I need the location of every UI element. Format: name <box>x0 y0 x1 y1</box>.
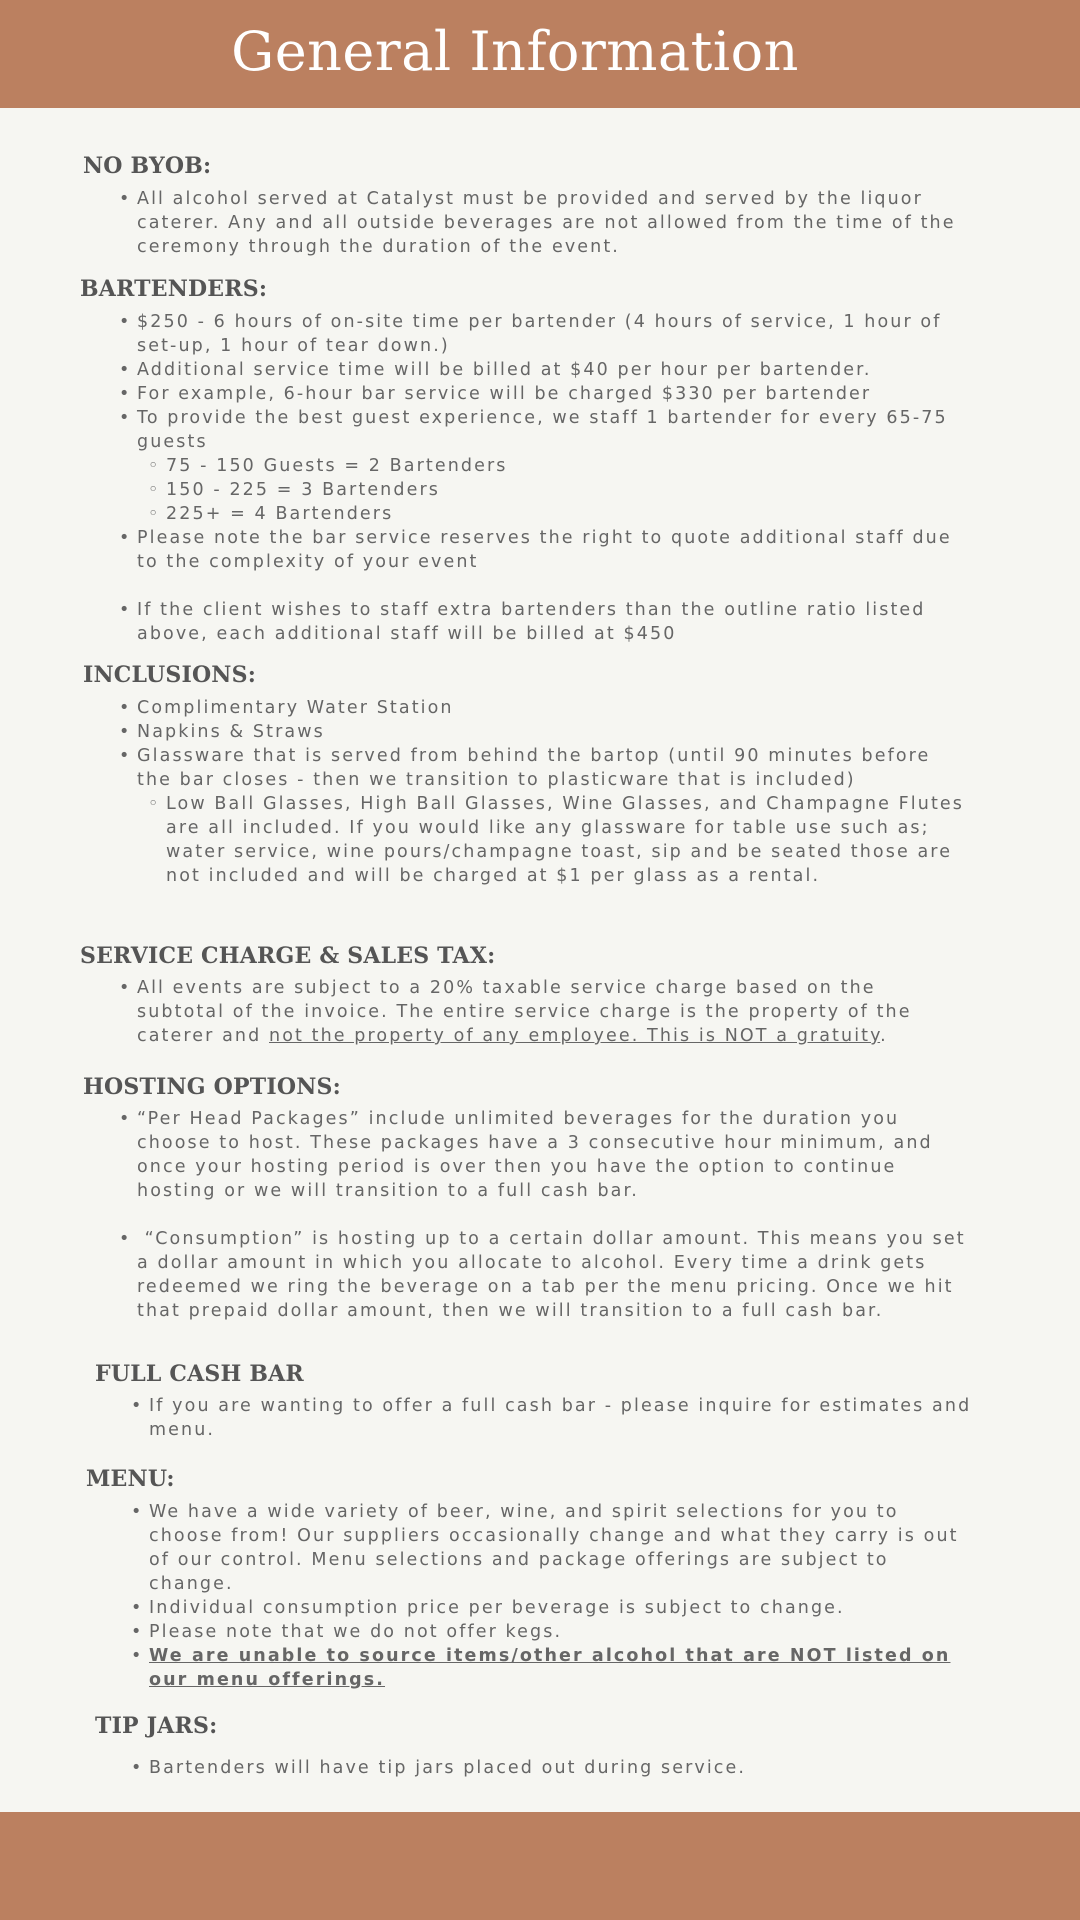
section-heading-byob: NO BYOB: <box>83 153 212 179</box>
list-item: • $250 - 6 hours of on-site time per bartender (4 hours of service, 1 hour of set-up, 1 hour of tear down.) <box>137 310 967 358</box>
list-item: • If you are wanting to offer a full cash bar - please inquire for estimates and menu. <box>149 1394 979 1442</box>
section-heading-menu: MENU: <box>86 1466 175 1492</box>
list-item <box>149 1644 979 1692</box>
section-heading-tip-jars: TIP JARS: <box>95 1713 218 1739</box>
tips-list <box>149 1756 979 1780</box>
list-item <box>137 976 967 1048</box>
list-item: • Additional service time will be billed at $40 per hour per bartender. <box>137 358 967 382</box>
page-title: General Information <box>231 20 799 83</box>
list-item: • If the client wishes to staff extra bartenders than the outline ratio listed above, each additional staff will be billed at $450 <box>137 598 967 646</box>
service-end: . <box>880 1026 888 1046</box>
list-item: • Bartenders will have tip jars placed out during service. <box>149 1756 979 1780</box>
section-heading-bartenders: BARTENDERS: <box>80 276 268 302</box>
list-item: • All alcohol served at Catalyst must be provided and served by the liquor caterer. Any and all outside beverages are not allowed from the time of the ceremony through the duration of the event. <box>137 187 967 259</box>
bartenders-list <box>137 310 967 646</box>
ratio-item: ◦ 75 - 150 Guests = 2 Bartenders <box>166 454 967 478</box>
list-item: • We have a wide variety of beer, wine, and spirit selections for you to choose from! Our suppliers occasionally change and what they carry is out of our control. Menu selections and package offerings are subject to change. <box>149 1500 979 1596</box>
ratio-item: ◦ 150 - 225 = 3 Bartenders <box>166 478 967 502</box>
menu-warning: We are unable to source items/other alcohol that are NOT listed on our menu offerings. <box>149 1646 951 1690</box>
list-item: • For example, 6-hour bar service will be charged $330 per bartender <box>137 382 967 406</box>
list-item: • Glassware that is served from behind the bartop (until 90 minutes before the bar closes - then we transition to plasticware that is included) <box>137 744 967 792</box>
gratuity-note: not the property of any employee. This is NOT a gratuity <box>269 1026 881 1046</box>
menu-list <box>149 1500 979 1692</box>
section-heading-inclusions: INCLUSIONS: <box>83 662 257 688</box>
list-item: • “Consumption” is hosting up to a certain dollar amount. This means you set a dollar amount in which you allocate to alcohol. Every time a drink gets redeemed we ring the beverage on a tab per the menu pricing. Once we hit that prepaid dollar amount, then we will transition to a full cash bar. <box>137 1227 967 1323</box>
service-text: All events are subject to a 20% taxable service charge based on the subtotal of the invoice. The entire service charge is the property of the caterer and <box>137 978 912 1046</box>
section-heading-cash-bar: FULL CASH BAR <box>95 1361 304 1387</box>
list-item: • Individual consumption price per beverage is subject to change. <box>149 1596 979 1620</box>
byob-list <box>137 187 967 259</box>
glassware-item: ◦ Low Ball Glasses, High Ball Glasses, Wine Glasses, and Champagne Flutes are all included. If you would like any glassware for table use such as; water service, wine pours/champagne toast, sip and be seated those are not included and will be charged at $1 per glass as a rental. <box>166 792 967 888</box>
list-item: • Complimentary Water Station <box>137 696 967 720</box>
list-item: • Napkins & Straws <box>137 720 967 744</box>
cashbar-list <box>149 1394 979 1442</box>
list-item: • To provide the best guest experience, we staff 1 bartender for every 65-75 guests <box>137 406 967 454</box>
hosting-list <box>137 1107 974 1323</box>
inclusions-list <box>137 696 967 888</box>
section-heading-hosting: HOSTING OPTIONS: <box>83 1074 341 1100</box>
list-item: • “Per Head Packages” include unlimited beverages for the duration you choose to host. These packages have a 3 consecutive hour minimum, and once your hosting period is over then you have the option to continue hosting or we will transition to a full cash bar. <box>137 1107 967 1203</box>
footer-band <box>0 1812 1080 1920</box>
section-heading-service-charge: SERVICE CHARGE & SALES TAX: <box>80 943 496 969</box>
service-list <box>137 976 967 1048</box>
header-band <box>0 0 1080 108</box>
list-item: • Please note the bar service reserves the right to quote additional staff due to the complexity of your event <box>137 526 967 574</box>
ratio-item: ◦ 225+ = 4 Bartenders <box>166 502 967 526</box>
list-item: • Please note that we do not offer kegs. <box>149 1620 979 1644</box>
